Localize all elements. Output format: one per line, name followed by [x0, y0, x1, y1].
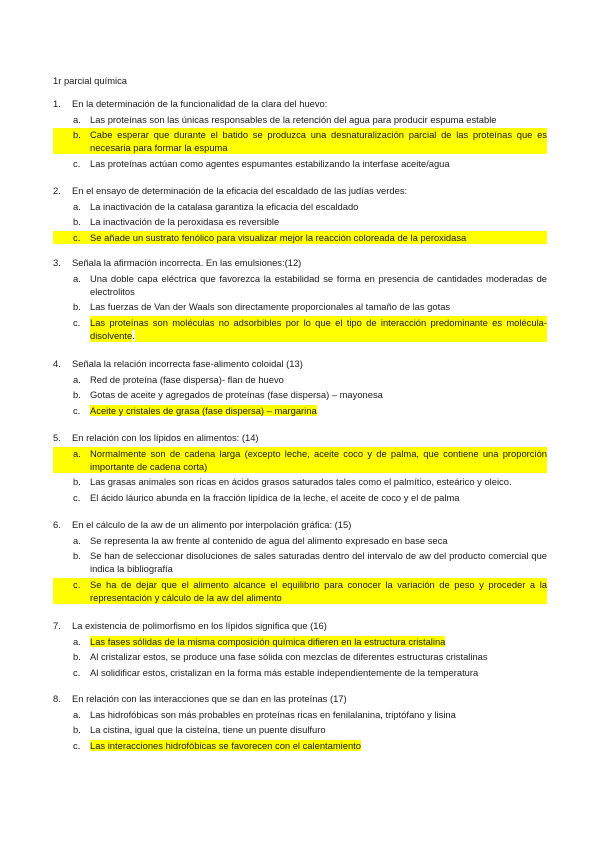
- option-a: [53, 635, 547, 648]
- question-number: 5.: [53, 432, 61, 443]
- option-letter: a.: [73, 272, 81, 284]
- option-b: [53, 300, 547, 313]
- option-letter: b.: [73, 476, 81, 488]
- option-b: [53, 215, 547, 228]
- option-text: Red de proteína (fase dispersa)- flan de huevo: [90, 373, 284, 385]
- option-b-highlighted: [53, 128, 547, 154]
- question-7: [53, 619, 547, 679]
- option-letter: a.: [73, 534, 81, 546]
- option-text: Las proteínas actúan como agentes espumantes estabilizando la interfase aceite/agua: [90, 157, 450, 169]
- question-stem: [53, 97, 547, 110]
- option-letter: a.: [73, 373, 81, 385]
- option-text: Se añade un sustrato fenólico para visualizar mejor la reacción coloreada de la peroxidasa: [90, 231, 467, 243]
- option-c-highlighted: [53, 231, 547, 244]
- option-text: Al solidificar estos, cristalizan en la forma más estable independientemente de la temperatura: [90, 666, 479, 678]
- option-text: Las hidrofóbicas son más probables en proteínas ricas en fenilalanina, triptófano y lisina: [90, 708, 456, 720]
- option-b: [53, 723, 547, 736]
- question-6: [53, 518, 547, 604]
- option-text: Se representa la aw frente al contenido de agua del alimento expresado en base seca: [90, 534, 448, 546]
- option-a: [53, 272, 547, 298]
- option-a: [53, 534, 547, 547]
- option-text: La inactivación de la peroxidasa es reversible: [90, 216, 280, 228]
- question-text: En la determinación de la funcionalidad de la clara del huevo:: [72, 98, 328, 109]
- question-text: La existencia de polimorfismo en los lípidos significa que (16): [72, 620, 327, 631]
- option-c-highlighted: [53, 578, 547, 604]
- option-c: [53, 157, 547, 170]
- question-number: 6.: [53, 519, 61, 530]
- question-1: [53, 97, 547, 170]
- question-2: [53, 184, 547, 244]
- question-number: 4.: [53, 358, 61, 369]
- option-text-highlighted: [90, 316, 547, 342]
- option-b: [53, 388, 547, 401]
- option-letter: c.: [73, 739, 81, 751]
- document-title: 1r parcial química: [53, 75, 127, 86]
- question-8: [53, 692, 547, 752]
- question-text: En relación con las interacciones que se dan en las proteínas (17): [72, 693, 347, 704]
- option-text-highlighted: Las interacciones hidrofóbicas se favorecen con el calentamiento: [90, 739, 361, 751]
- option-text-highlighted: Las fases sólidas de la misma composición química difieren en la estructura cristalina: [90, 635, 446, 647]
- question-text: Señala la relación incorrecta fase-alimento coloidal (13): [72, 358, 303, 369]
- question-stem: [53, 518, 547, 531]
- question-stem: [53, 431, 547, 444]
- option-letter: c.: [73, 491, 81, 503]
- option-text: Gotas de aceite y agregados de proteínas (fase dispersa) – mayonesa: [90, 389, 383, 401]
- question-text: En relación con los lípidos en alimentos: (14): [72, 432, 259, 443]
- option-letter: b.: [73, 129, 81, 141]
- question-text: Señala la afirmación incorrecta. En las emulsiones:(12): [72, 257, 302, 268]
- option-c: [53, 404, 547, 417]
- question-number: 8.: [53, 693, 61, 704]
- question-stem: [53, 619, 547, 632]
- option-letter: c.: [73, 157, 81, 169]
- option-c: [53, 666, 547, 679]
- question-number: 7.: [53, 620, 61, 631]
- question-5: [53, 431, 547, 504]
- option-b: [53, 475, 547, 488]
- option-a: [53, 200, 547, 213]
- option-text: Las proteínas son las únicas responsables de la retención del agua para producir espuma estable: [90, 113, 497, 125]
- option-c: [53, 491, 547, 504]
- option-letter: b.: [73, 724, 81, 736]
- option-text: La cistina, igual que la cisteína, tiene un puente disulfuro: [90, 724, 326, 736]
- option-letter: a.: [73, 447, 81, 459]
- option-letter: c.: [73, 666, 81, 678]
- option-letter: a.: [73, 635, 81, 647]
- option-letter: a.: [73, 708, 81, 720]
- question-4: [53, 357, 547, 417]
- option-letter: a.: [73, 200, 81, 212]
- option-letter: b.: [73, 651, 81, 663]
- option-text: Las grasas animales son ricas en ácidos grasos saturados tales como el palmítico, esteárico y oleico.: [90, 476, 512, 488]
- question-stem: [53, 256, 547, 269]
- question-stem: [53, 692, 547, 705]
- option-letter: c.: [73, 578, 81, 590]
- option-text: Una doble capa eléctrica que favorezca la estabilidad se forma en presencia de cantidades moderadas de electrolitos: [90, 272, 547, 297]
- question-number: 2.: [53, 185, 61, 196]
- question-number: 1.: [53, 98, 61, 109]
- question-stem: [53, 357, 547, 370]
- option-letter: c.: [73, 316, 81, 328]
- option-text: Cabe esperar que durante el batido se produzca una desnaturalización parcial de las proteínas que es necesaria para formar la espuma: [90, 129, 547, 154]
- option-letter: b.: [73, 216, 81, 228]
- option-text: Se han de seleccionar disoluciones de sales saturadas dentro del intervalo de aw del producto comercial que indica la bibliografía: [90, 550, 547, 575]
- option-text-tail: .: [132, 329, 135, 341]
- option-letter: b.: [73, 301, 81, 313]
- option-a: [53, 373, 547, 386]
- option-a: [53, 113, 547, 126]
- option-c: [53, 739, 547, 752]
- option-letter: c.: [73, 231, 81, 243]
- option-b: [53, 650, 547, 663]
- option-c: [53, 316, 547, 342]
- option-text: Las proteínas son moléculas no adsorbibles por lo que el tipo de interacción predominante es molécula-disolvente: [90, 316, 547, 341]
- option-letter: b.: [73, 550, 81, 562]
- question-number: 3.: [53, 257, 61, 268]
- option-text: Al cristalizar estos, se produce una fase sólida con mezclas de diferentes estructuras cristalinas: [90, 651, 488, 663]
- question-3: [53, 256, 547, 342]
- question-text: En el ensayo de determinación de la eficacia del escaldado de las judías verdes:: [72, 185, 408, 196]
- option-letter: c.: [73, 404, 81, 416]
- option-text: Se ha de dejar que el alimento alcance el equilibrio para conocer la variación de peso y proceder a la representación y cálculo de la aw del alimento: [90, 578, 547, 603]
- option-letter: b.: [73, 389, 81, 401]
- option-text: Las fuerzas de Van der Waals son directamente proporcionales al tamaño de las gotas: [90, 301, 451, 313]
- option-letter: a.: [73, 113, 81, 125]
- option-b: [53, 549, 547, 575]
- option-text: El ácido láurico abunda en la fracción lipídica de la leche, el aceite de coco y el de palma: [90, 491, 460, 503]
- option-text: La inactivación de la catalasa garantiza la eficacia del escaldado: [90, 200, 359, 212]
- question-text: En el cálculo de la aw de un alimento por interpolación gráfica: (15): [72, 519, 352, 530]
- option-text-highlighted: Aceite y cristales de grasa (fase dispersa) – margarina: [90, 404, 317, 416]
- question-stem: [53, 184, 547, 197]
- option-text: Normalmente son de cadena larga (excepto leche, aceite coco y de palma, que contiene una proporción importante de cadena corta): [90, 447, 547, 472]
- option-a: [53, 708, 547, 721]
- option-a-highlighted: [53, 447, 547, 473]
